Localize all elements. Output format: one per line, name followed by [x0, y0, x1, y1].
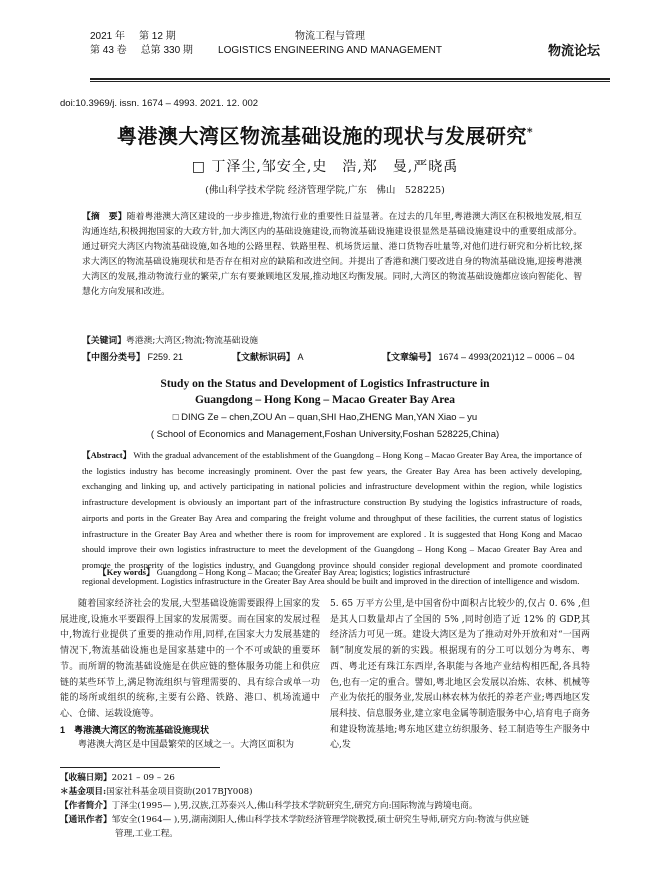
- corr-label: 【通讯作者】: [60, 815, 112, 825]
- header-rule-thick: [90, 78, 610, 80]
- fund-label: ＊基金项目:: [60, 787, 107, 797]
- paper-title-text: 粤港澳大湾区物流基础设施的现状与发展研究: [116, 124, 527, 148]
- doc-code-label: 【文献标识码】: [232, 352, 296, 362]
- body-paragraph: 粤港澳大湾区是中国最繁荣的区域之一。大湾区面积为: [78, 740, 295, 751]
- clc-label: 【中图分类号】: [82, 352, 146, 362]
- footnotes: [60, 771, 600, 841]
- abstract-cn-label: 【摘 要】: [82, 212, 127, 222]
- author-bio-text: 丁泽尘(1995— ),男,汉族,江苏泰兴人,佛山科学技术学院研究生,研究方向:国际物流与跨境电商。: [111, 801, 478, 811]
- volume: 第 43 卷: [90, 45, 127, 56]
- paper-title: [0, 120, 650, 149]
- section-heading: 1 粤港澳大湾区的物流基础设施现状: [60, 724, 210, 735]
- keywords-en-label: 【Key words】: [98, 567, 155, 577]
- abstract-en-label: 【Abstract】: [82, 450, 132, 460]
- english-affiliation: ( School of Economics and Management,Foshan University,Foshan 528225,China): [150, 429, 500, 440]
- article-no-value: 1674 – 4993(2021)12 – 0006 – 04: [438, 352, 575, 362]
- abstract-en-text: With the gradual advancement of the establishment of the Guangdong – Hong Kong – Macao Greater Bay Area, the importance of the logistics industry has become increasingly prominent. Over the past few years, the Greater Bay Area has been actively developing, exchanging and linking up, and actively participating in national policies and infrastructure development within the region, while logistics infrastructure development is obviously an important part of the infrastructure construction By studying the logistics infrastructure of roads, airports and ports in the Greater Bay Area and comparing the freight volume and throughput of these facilities, the current status of logistics infrastructure in the Greater Bay Area and whether there is room for improvement are explored . It is suggested that Hong Kong and Macao should improve their own logistics infrastructure to meet the development of the Guangdong – Hong Kong – Macao Greater Bay Area and promote the prosperity of the logistics industry, and Guangdong province should consider regional development and promote coordinated regional development. Logistics infrastructure in the Greater Bay Area should be built and improved in the direction of intelligence and wisdom.: [82, 450, 582, 586]
- keywords-cn-text: 粤港澳;大湾区;物流;物流基础设施: [126, 336, 259, 346]
- journal-name-cn: 物流工程与管理: [295, 31, 365, 42]
- affiliation: (佛山科学技术学院 经济管理学院,广东 佛山 528225): [205, 185, 445, 196]
- english-authors: □ DING Ze – chen,ZOU An – quan,SHI Hao,ZHENG Man,YAN Xiao – yu: [172, 412, 478, 423]
- received-label: 【收稿日期】: [60, 773, 112, 783]
- doi: doi:10.3969/j. issn. 1674 – 4993. 2021. 12. 002: [60, 98, 259, 109]
- english-title: [0, 376, 650, 408]
- abstract-cn-text: 随着粤港澳大湾区建设的一步步推进,物流行业的重要性日益显著。在过去的几年里,粤港澳大湾区在积极地发展,相互沟通连结,积极拥抱国家的大政方针,加大湾区内的基础设施建设,而物流基础设施建设很显然是基础设施建设中的重要组成部分。通过研究大湾区内物流基础设施,如各地的公路里程、铁路里程、机场货运量、港口货物吞吐量等,对他们进行研究和分析比较,探求大湾区的物流基础设施现状和是否存在相对应的缺陷和改进空间。并提出了香港和澳门要改进自身的物流基础设施,迎接粤港澳大湾区的发展,推动物流行业的繁荣,广东有要兼顾地区发展,推动地区均衡发展。同时,大湾区的物流基础设施都应该向智能化、智慧化方向发展和改进。: [82, 212, 582, 297]
- keywords-en-text: Guangdong – Hong Kong – Macao; the Greater Bay Area; logistics; logistics infrastructure: [156, 567, 470, 577]
- title-footnote-mark: *: [526, 125, 534, 139]
- page-header: [90, 30, 610, 74]
- body-column-left: [60, 597, 320, 754]
- year: 2021 年: [90, 31, 126, 42]
- body-column-right: [330, 597, 590, 754]
- author-bio-label: 【作者简介】: [60, 801, 112, 811]
- total-issue: 总第 330 期: [140, 45, 193, 56]
- issue-info: [90, 30, 207, 58]
- footnote-rule: [60, 767, 220, 768]
- fund-note: [60, 785, 600, 799]
- column-name: 物流论坛: [547, 43, 600, 58]
- issue: 第 12 期: [139, 31, 176, 42]
- english-title-line2: Guangdong – Hong Kong – Macao Greater Bay Area: [194, 394, 456, 406]
- corr-text: 邹安全(1964— ),男,湖南浏阳人,佛山科学技术学院经济管理学院教授,硕士研究生导师,研究方向:物流与供应链: [111, 815, 529, 825]
- doc-code-value: A: [297, 352, 304, 362]
- journal-name-en: LOGISTICS ENGINEERING AND MANAGEMENT: [218, 45, 442, 56]
- journal-name: [210, 30, 450, 58]
- received-value: 2021 – 09 – 26: [111, 773, 175, 783]
- authors: □ 丁泽尘,邹安全,史 浩,郑 曼,严晓禹: [191, 159, 459, 175]
- keywords-cn: [82, 333, 582, 346]
- header-rule-thin: [90, 81, 610, 82]
- fund-value: 国家社科基金项目资助(2017BJY008): [106, 787, 253, 797]
- english-title-line1: Study on the Status and Development of Logistics Infrastructure in: [160, 378, 490, 390]
- keywords-en: [98, 566, 588, 578]
- body-paragraph: 随着国家经济社会的发展,大型基础设施需要跟得上国家的发展进度,设施水平要跟得上国家的发展需要。而在国家的发展过程中,物流行业提供了重要的推动作用,同样,在国家大力发展基建的情况下,物流基础设施也是国家基建中的一个不可或缺的重要环节。而所谓的物流基础设施是在供应链的整体服务功能上和供应链的某些环节上,满足物流组织与管理需要的、具有综合或单一功能的场所或组织的统称,主要有公路、铁路、港口、机场流通中心、仓储、运载设施等。: [60, 599, 320, 719]
- keywords-cn-label: 【关键词】: [82, 336, 126, 346]
- author-bio: [60, 799, 600, 813]
- clc-value: F259. 21: [147, 352, 184, 362]
- abstract-cn: [82, 210, 582, 300]
- article-no-label: 【文章编号】: [382, 352, 437, 362]
- corr-text-cont: 管理,工业工程。: [115, 829, 178, 839]
- received-date: [60, 771, 600, 785]
- corresponding-author: [60, 813, 600, 827]
- body-paragraph: 5. 65 万平方公里,是中国省份中面积占比较少的,仅占 0. 6% ,但是其人口数量却占了全国的 5% ,同时创造了近 12% 的 GDP,其经济活力可见一斑。建设大湾区是为了推动对外开放和对“一国两制”制度发展的新的实践。根据现有的分工可以划分为粤东、粤西、粤北还有珠江东西岸,各职能与各地产业结构相匹配,各具特色,也有一定的重合。譬如,粤北地区会发展以冶炼、农林、机械等产业为依托的服务业,发展山林农林为依托的养老产业;粤西地区发展科技、信息服务业,建立家电金属等制造服务中心,培育电子商务和建设物流基地;粤东地区建立纺织服务、轻工制造等生产服务中心,发: [330, 599, 590, 751]
